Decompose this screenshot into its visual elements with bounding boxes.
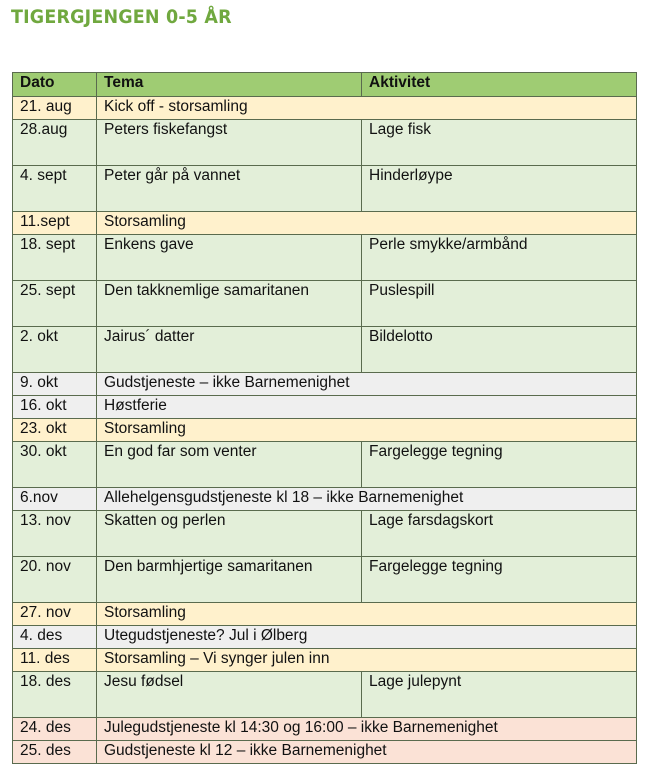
cell-aktivitet: Perle smykke/armbånd — [362, 235, 637, 281]
table-row — [13, 672, 637, 718]
cell-tema: Storsamling — [97, 603, 637, 626]
cell-tema: Storsamling — [97, 212, 637, 235]
table-row — [13, 235, 637, 281]
table-row — [13, 557, 637, 603]
table-row — [13, 442, 637, 488]
table-row — [13, 626, 637, 649]
cell-dato: 6.nov — [13, 488, 97, 511]
cell-aktivitet: Puslespill — [362, 281, 637, 327]
cell-tema: Utegudstjeneste? Jul i Ølberg — [97, 626, 637, 649]
cell-tema: Gudstjeneste – ikke Barnemenighet — [97, 373, 637, 396]
table-row — [13, 97, 637, 120]
cell-tema: Peters fiskefangst — [97, 120, 362, 166]
table-row — [13, 396, 637, 419]
cell-tema: Høstferie — [97, 396, 637, 419]
table-row — [13, 419, 637, 442]
cell-aktivitet: Lage fisk — [362, 120, 637, 166]
cell-dato: 9. okt — [13, 373, 97, 396]
cell-aktivitet: Bildelotto — [362, 327, 637, 373]
table-row — [13, 120, 637, 166]
cell-dato: 28.aug — [13, 120, 97, 166]
table-row — [13, 212, 637, 235]
cell-tema: En god far som venter — [97, 442, 362, 488]
cell-tema: Jairus´ datter — [97, 327, 362, 373]
cell-tema: Gudstjeneste kl 12 – ikke Barnemenighet — [97, 741, 637, 764]
cell-dato: 25. des — [13, 741, 97, 764]
cell-dato: 23. okt — [13, 419, 97, 442]
cell-dato: 16. okt — [13, 396, 97, 419]
header-tema: Tema — [97, 73, 362, 97]
table-row — [13, 603, 637, 626]
table-row — [13, 718, 637, 741]
schedule-table — [12, 72, 637, 764]
cell-aktivitet: Fargelegge tegning — [362, 442, 637, 488]
cell-dato: 13. nov — [13, 511, 97, 557]
cell-tema: Jesu fødsel — [97, 672, 362, 718]
cell-dato: 11. des — [13, 649, 97, 672]
cell-tema: Den takknemlige samaritanen — [97, 281, 362, 327]
table-row — [13, 741, 637, 764]
cell-tema: Skatten og perlen — [97, 511, 362, 557]
cell-dato: 30. okt — [13, 442, 97, 488]
cell-tema: Storsamling — [97, 419, 637, 442]
cell-aktivitet: Lage farsdagskort — [362, 511, 637, 557]
cell-dato: 18. sept — [13, 235, 97, 281]
cell-dato: 4. sept — [13, 166, 97, 212]
cell-tema: Julegudstjeneste kl 14:30 og 16:00 – ikke Barnemenighet — [97, 718, 637, 741]
cell-dato: 24. des — [13, 718, 97, 741]
cell-dato: 4. des — [13, 626, 97, 649]
cell-dato: 20. nov — [13, 557, 97, 603]
cell-tema: Kick off - storsamling — [97, 97, 637, 120]
table-header-row — [13, 73, 637, 97]
table-row — [13, 281, 637, 327]
cell-dato: 25. sept — [13, 281, 97, 327]
cell-dato: 21. aug — [13, 97, 97, 120]
table-row — [13, 488, 637, 511]
table-row — [13, 373, 637, 396]
cell-tema: Allehelgensgudstjeneste kl 18 – ikke Barnemenighet — [97, 488, 637, 511]
cell-tema: Enkens gave — [97, 235, 362, 281]
cell-dato: 27. nov — [13, 603, 97, 626]
cell-tema: Peter går på vannet — [97, 166, 362, 212]
header-dato: Dato — [13, 73, 97, 97]
table-row — [13, 327, 637, 373]
cell-tema: Den barmhjertige samaritanen — [97, 557, 362, 603]
table-row — [13, 166, 637, 212]
cell-aktivitet: Hinderløype — [362, 166, 637, 212]
cell-dato: 18. des — [13, 672, 97, 718]
cell-dato: 2. okt — [13, 327, 97, 373]
cell-tema: Storsamling – Vi synger julen inn — [97, 649, 637, 672]
table-row — [13, 511, 637, 557]
cell-dato: 11.sept — [13, 212, 97, 235]
header-aktivitet: Aktivitet — [362, 73, 637, 97]
page-title: TIGERGJENGEN 0-5 ÅR — [11, 6, 232, 28]
cell-aktivitet: Fargelegge tegning — [362, 557, 637, 603]
table-body — [13, 97, 637, 764]
cell-aktivitet: Lage julepynt — [362, 672, 637, 718]
table-row — [13, 649, 637, 672]
